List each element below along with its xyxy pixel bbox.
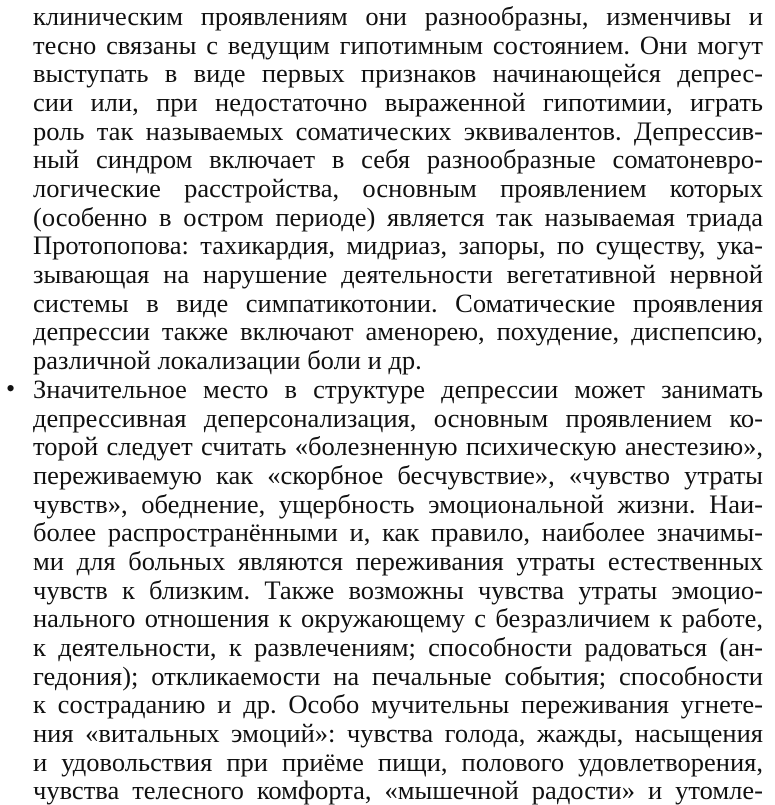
bullet-marker: • <box>6 373 16 403</box>
text-line: к состраданию и др. Особо мучительны переживания угнете- <box>33 689 763 720</box>
text-line: гедония); откликаемости на печальные события; способности <box>33 660 763 691</box>
text-line: роль так называемых соматических эквивалентов. Депрессив- <box>33 115 763 146</box>
text-line: более распространёнными и, как правило, наиболее значимы- <box>33 517 763 548</box>
text-line: ния «витальных эмоций»: чувства голода, жажды, насыщения <box>33 717 763 748</box>
text-line: чувства телесного комфорта, «мышечной радости» и утомле- <box>33 775 763 805</box>
text-line: зывающая на нарушение деятельности вегетативной нервной <box>33 259 763 290</box>
text-line: чувств», обеднение, ущербность эмоциональной жизни. Наи- <box>33 488 763 519</box>
text-line-last: различной локализации боли и др. <box>33 345 422 376</box>
text-line: клиническим проявлениям они разнообразны, изменчивы и <box>33 1 763 31</box>
text-line: (особенно в остром периоде) является так называемая триада <box>33 201 763 232</box>
text-line: логические расстройства, основным проявлением которых <box>33 173 763 204</box>
text-line: и удовольствия при приёме пищи, полового удовлетворения, <box>33 746 763 777</box>
text-line: нального отношения к окружающему с безразличием к работе, <box>33 603 763 634</box>
text-line: депрессии также включают аменорею, похудение, диспепсию, <box>33 316 763 347</box>
text-line: выступать в виде первых признаков начинающейся депрес- <box>33 58 763 89</box>
text-line: системы в виде симпатикотонии. Соматические проявления <box>33 287 763 318</box>
text-line: депрессивная деперсонализация, основным проявлением ко- <box>33 402 763 433</box>
text-line: тесно связаны с ведущим гипотимным состоянием. Они могут <box>33 29 763 60</box>
text-line: ми для больных являются переживания утраты естественных <box>33 545 763 576</box>
text-line: ный синдром включает в себя разнообразные соматоневро- <box>33 144 763 175</box>
text-line: торой следует считать «болезненную психическую анестезию», <box>33 431 763 462</box>
text-line: сии или, при недостаточно выраженной гипотимии, играть <box>33 87 763 118</box>
text-line: переживаемую как «скорбное бесчувствие», «чувство утраты <box>33 459 763 490</box>
text-line: Значительное место в структуре депрессии может занимать <box>33 373 763 404</box>
text-line: Протопопова: тахикардия, мидриаз, запоры, по существу, ука- <box>33 230 763 261</box>
text-line: чувств к близким. Также возможны чувства утраты эмоцио- <box>33 574 763 605</box>
text-line: к деятельности, к развлечениям; способности радоваться (ан- <box>33 631 763 662</box>
